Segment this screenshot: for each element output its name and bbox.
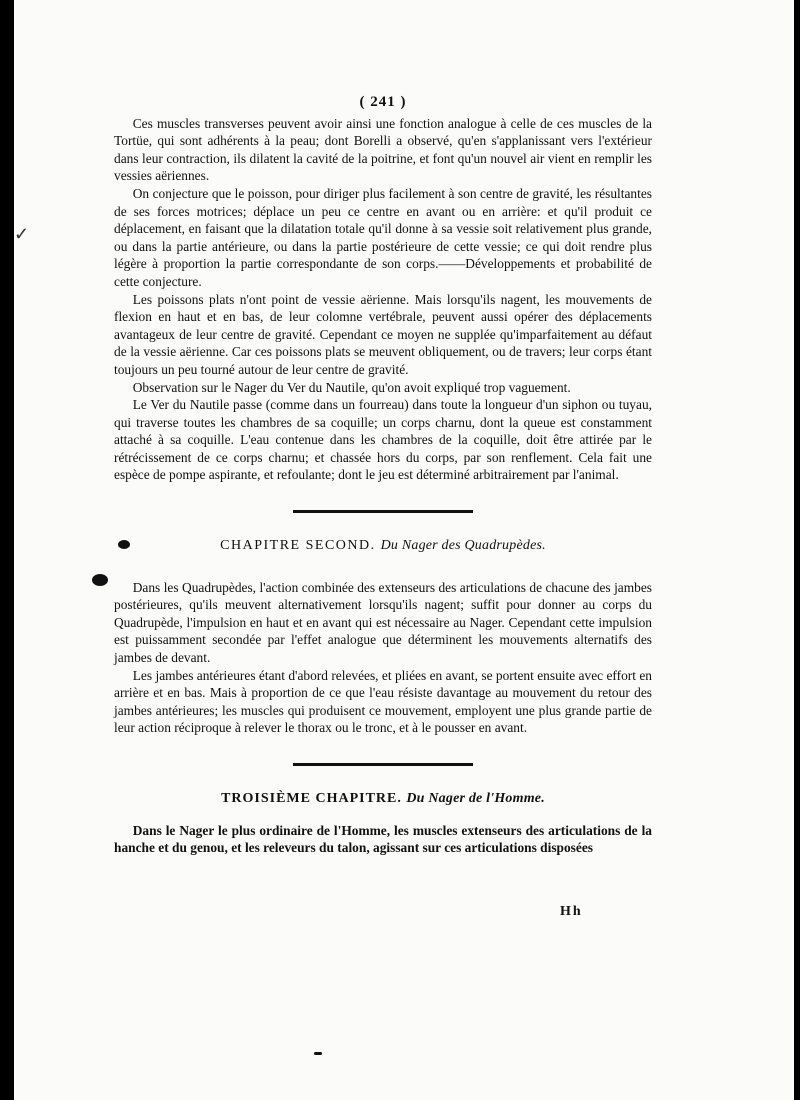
section-divider: [293, 763, 473, 766]
chapter-heading: [114, 790, 652, 808]
section-divider: [293, 510, 473, 513]
paragraph: Les poissons plats n'ont point de vessie aërienne. Mais lorsqu'ils nagent, les mouvements de flexion en haut et en bas, de leur colomne vertébrale, peuvent aussi opérer des déplacements avantageux de leur centre de gravité. Cependant ce moyen ne supplée qu'imparfaitement au défaut de la vessie aërienne. Car ces poissons plats se meuvent obliquement, ou de travers; leur corps étant toujours un peu tourné autour de leur centre de gravité.: [114, 291, 652, 377]
paragraph: Le Ver du Nautile passe (comme dans un fourreau) dans toute la longueur d'un siphon ou tuyau, qui traverse toutes les chambres de sa coquille; un corps charnu, dont la queue est constamment attaché à sa coquille. L'eau contenue dans les chambres de la coquille, doit être attirée par le rétrécissement de ce corps charnu; et chassée hors du corps, par son renflement. Cela fait une espèce de pompe aspirante, et refoulante; dont le jeu est déterminé arbitrairement par l'animal.: [114, 397, 652, 483]
paragraph: On conjecture que le poisson, pour diriger plus facilement à son centre de gravité, les résultantes de ses forces motrices; déplace un peu ce centre en avant ou en arrière: et qu'il produit ce déplacement, en faisant que la dilatation totale qu'il donne à sa vessie soit relativement plus grande, ou dans la partie antérieure, ou dans la partie postérieure de cette vessie; ce qui doit rendre plus légère à proportion la partie correspondante de son corps.——Développements et probabilité de cette conjecture.: [114, 185, 652, 289]
paragraph: Ces muscles transverses peuvent avoir ainsi une fonction analogue à celle de ces muscles de la Tortüe, qui sont adhérents à la peau; dont Borelli a observé, qu'en s'applanissant vers l'extérieur dans leur contraction, ils dilatent la cavité de la poitrine, et font qu'un nouvel air vient en remplir les vessies aëriennes.: [114, 115, 652, 184]
ink-blot: [92, 574, 108, 586]
paragraph: Dans le Nager le plus ordinaire de l'Homme, les muscles extenseurs des articulations de la hanche et du genou, et les releveurs du talon, agissant sur ces articulations disposées: [114, 822, 652, 856]
chapter-subtitle: Du Nager de l'Homme.: [406, 791, 545, 806]
paragraph: Observation sur le Nager du Ver du Nautile, qu'on avoit expliqué trop vaguement.: [132, 379, 571, 395]
paragraph: Les jambes antérieures étant d'abord relevées, et pliées en avant, se portent ensuite avec effort en arrière et en bas. Mais à proportion de ce que l'eau résiste davantage au mouvement du retour des jambes antérieures; les muscles qui produisent ce mouvement, employent une plus grande partie de leur action réciproque à relever le thorax ou le tronc, et à le pousser en avant.: [114, 667, 652, 736]
page: [14, 0, 794, 1100]
chapter-label: TROISIÈME CHAPITRE.: [221, 791, 402, 806]
page-number: ( 241 ): [359, 94, 407, 110]
paragraph: Dans les Quadrupèdes, l'action combinée des extenseurs des articulations de chacune des jambes postérieures, qu'ils meuvent alternativement lorsqu'ils nagent; suffit pour donner au corps du Quadrupède, l'impulsion en haut et en avant qui est nécessaire au Nager. Cependant cette impulsion est puissamment secondée par l'effet analogue que déterminent les mouvements alternatifs des jambes de devant.: [114, 579, 652, 666]
chapter-heading: [114, 537, 652, 555]
signature-mark: Hh: [560, 904, 583, 919]
chapter-label: CHAPITRE SECOND.: [220, 538, 376, 554]
chapter-subtitle: Du Nager des Quadrupèdes.: [380, 538, 546, 554]
margin-mark: ✓: [14, 224, 30, 244]
page-text: [114, 94, 652, 857]
ink-blot: [314, 1052, 322, 1055]
